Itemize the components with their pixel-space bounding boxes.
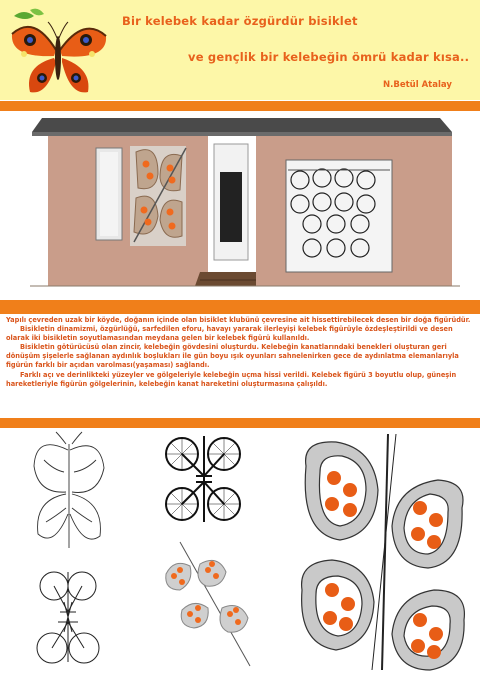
butterfly-pattern-diagram (292, 430, 476, 674)
divider-bar-top (0, 101, 480, 111)
header-banner (0, 0, 480, 100)
quote-line-2: ve gençlik bir kelebeğin ömrü kadar kısa.. (188, 50, 470, 64)
author-name: N.Betül Atalay (383, 80, 452, 90)
quote-line-1: Bir kelebek kadar özgürdür bisiklet (122, 14, 358, 28)
building-render (30, 112, 460, 300)
butterfly-icon (4, 6, 112, 98)
divider-bar-bottom (0, 418, 480, 428)
description-paragraph: Farklı açı ve derinlikteki yüzeyler ve gölgeleriyle kelebeğin uçma hissi verildi. Kelebek figürü 3 boyutlu olup, güneşin hareketleriyle figürün gölgelerinin, kelebeğin kanat hareketini oluşturmasına çalışıldı. (6, 370, 457, 388)
description-paragraph: Bisikletin götürücüsü olan zincir, kelebeğin gövdesini oluşturdu. Kelebeğin kanatlarındaki benekleri oluşturan geri dönüşüm şişelerle sağlanan aydınlık boşlukları ile gün boyu ışık oyunları sahnelenirken gece de aydınlatma elemanlarıyla figürün farklı bir açıdan varolması(yaşaması) sağlandı. (6, 343, 459, 370)
butterfly-sketch (26, 430, 112, 560)
description-paragraph: Bisikletin dinamizmi, özgürlüğü, sarfedilen eforu, havayı yararak ilerleyişi kelebek figürüyle özdeşleştirildi ve desen olarak iki bisikletin soyutlamasından meydana gelen bir kelebek figürü kullanıldı. (6, 325, 453, 343)
project-description (6, 316, 476, 389)
divider-bar-middle (0, 300, 480, 314)
bicycles-sketch (24, 562, 114, 674)
butterfly-pods-diagram (160, 538, 258, 670)
description-paragraph: Yapılı çevreden uzak bir köyde, doğanın içinde olan bisiklet klubünü çevresine ait hissettirebilecek desen bir doğa figürüdür. (6, 316, 471, 324)
bicycle-pair-icon (158, 430, 250, 528)
